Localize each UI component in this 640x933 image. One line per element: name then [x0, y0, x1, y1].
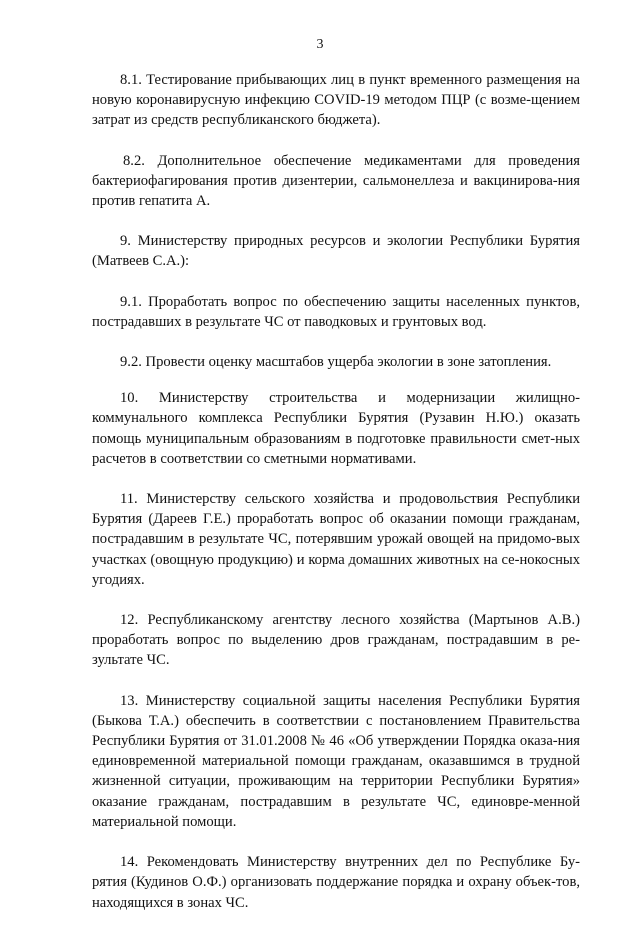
paragraph-10: 10. Министерству строительства и модернизации жилищно-коммунального комплекса Республики Бурятия (Рузавин Н.Ю.) оказать помощь муниципальным образованиям в подготовке правильности смет-ных расчетов в соответствии со сметными нормативами.	[92, 390, 580, 467]
paragraph-9-1: 9.1. Проработать вопрос по обеспечению защиты населенных пунктов, пострадавших в результате ЧС от паводковых и грунтовых вод.	[92, 293, 580, 330]
paragraph-11: 11. Министерству сельского хозяйства и продовольствия Республики Бурятия (Дареев Г.Е.) проработать вопрос об оказании помощи гражданам, пострадавшим в результате ЧС, потерявшим урожай овощей на придомо-вых участках (овощную продукцию) и корма домашних животных на се-нокосных угодиях.	[92, 491, 580, 588]
paragraph-8-1: 8.1. Тестирование прибывающих лиц в пункт временного размещения на новую коронавирусную инфекцию COVID-19 методом ПЦР (с возме-щением затрат из средств республиканского бюджета).	[92, 72, 580, 129]
paragraph-9-2: 9.2. Провести оценку масштабов ущерба экологии в зоне затопления.	[120, 354, 552, 371]
document-body	[92, 70, 580, 933]
page-number: 3	[316, 37, 324, 52]
paragraph-8-2: 8.2. Дополнительное обеспечение медикаментами для проведения бактериофагирования против дизентерии, сальмонеллеза и вакцинирова-ния против гепатита А.	[92, 152, 580, 210]
paragraph-14: 14. Рекомендовать Министерству внутренних дел по Республике Бу-рятия (Кудинов О.Ф.) организовать поддержание порядка и охрану объек-тов, находящихся в зонах ЧС.	[92, 854, 580, 911]
paragraph-9: 9. Министерству природных ресурсов и экологии Республики Бурятия (Матвеев С.А.):	[92, 233, 580, 270]
paragraph-13: 13. Министерству социальной защиты населения Республики Бурятия (Быкова Т.А.) обеспечить в соответствии с постановлением Правительства Республики Бурятия от 31.01.2008 № 46 «Об утверждении Порядка оказа-ния единовременной материальной помощи гражданам, оказавшимся в трудной жизненной ситуации, проживающим на территории Республики Бурятия» оказание гражданам, пострадавшим в результате ЧС, единовре-менной материальной помощи.	[92, 692, 580, 830]
paragraph-12: 12. Республиканскому агентству лесного хозяйства (Мартынов А.В.) проработать вопрос по выделению дров гражданам, пострадавшим в ре-зультате ЧС.	[92, 612, 580, 669]
